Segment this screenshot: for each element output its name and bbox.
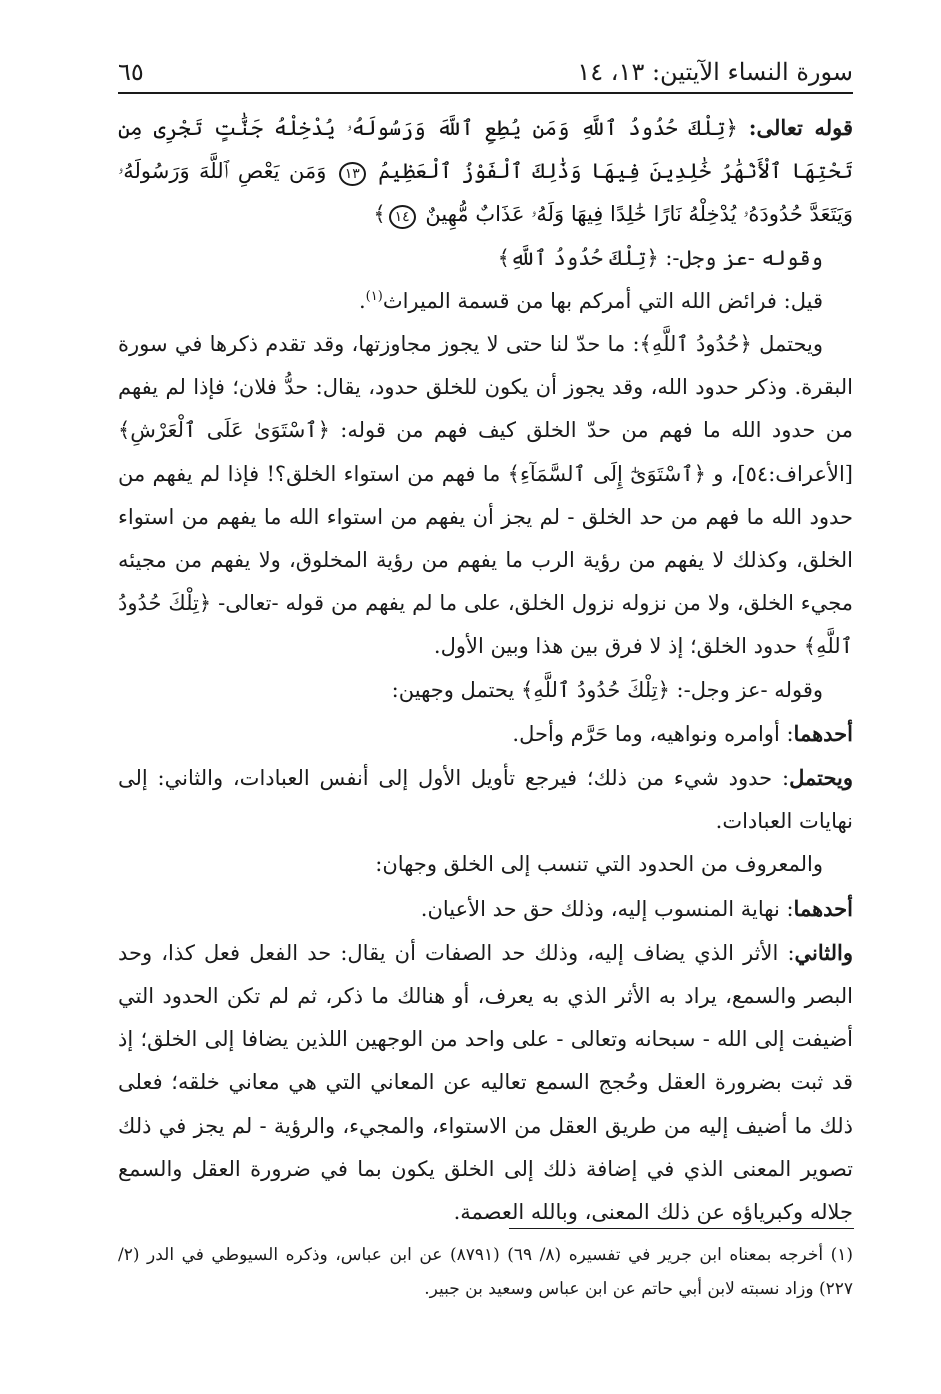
labeled-paragraph: [118, 756, 853, 843]
ayah-number-marker: ١٣: [339, 162, 366, 186]
footnote-text: أخرجه بمعناه ابن جرير في تفسيره (٨/ ٦٩) (٨٧٩١) عن ابن عباس، وذكره السيوطي في الدر (٢/ ٢٢٧) وزاد نسبته لابن أبي حاتم عن ابن عباس وسعيد بن جبير.: [118, 1245, 853, 1299]
quran-text-2: وَمَن يَعْصِ ٱللَّهَ وَرَسُولَهُۥ وَيَتَعَدَّ حُدُودَهُۥ يُدْخِلْهُ نَارًا خَٰلِدًا فِيهَا وَلَهُۥ عَذَابٌ مُّهِينٌ: [118, 159, 853, 227]
paragraph-text: قيل: فرائض الله التي أمركم بها من قسمة الميراث: [382, 288, 823, 313]
footnote-number: (١): [830, 1245, 854, 1265]
labeled-paragraph: [118, 931, 853, 1234]
running-title: سورة النساء الآيتين: ١٣، ١٤: [577, 58, 853, 86]
paragraph: والمعروف من الحدود التي تنسب إلى الخلق وجهان:: [375, 852, 823, 877]
paragraph-label: ويحتمل: [789, 765, 853, 791]
main-text: [118, 106, 853, 1234]
paragraph-text: : الأثر الذي يضاف إليه، وذلك حد الصفات أن يقال: حد الفعل فعل كذا، وحد البصر والسمع، يراد به الأثر الذي به يعرف، أو هنالك ما ذكر، ثم لم تكن الحدود التي أضيفت إلى الله - سبحانه وتعالى - على واحد من الوجهين اللذين يضافا إلى الخلق؛ إذ قد ثبت بضرورة العقل وحُجج السمع تعاليه عن المعاني التي هي معاني خلقه؛ فعلى ذلك ما أضيف إليه من طريق العقل من الاستواء، والمجيء، والرؤية - لم يجز في ذلك تصوير المعنى الذي في إضافة ذلك إلى الخلق يكون بما في ضرورة العقل والسمع جلاله وكبرياؤه عن ذلك المعنى، وبالله العصمة.: [118, 940, 853, 1225]
quran-close-bracket: ﴾: [373, 202, 386, 227]
paragraph: وقوله -عز وجل-: ﴿تِلْكَ حُدُودُ ٱللَّهِ﴾ يحتمل وجهين:: [391, 677, 823, 702]
labeled-paragraph: [118, 887, 853, 931]
footnote-ref: (١): [365, 288, 383, 304]
paragraph-label: أحدهما: [793, 720, 853, 746]
footnotes: [118, 1238, 853, 1306]
footnote-rule: [509, 1228, 854, 1229]
paragraph-end: .: [358, 288, 366, 313]
paragraph-text: : نهاية المنسوب إليه، وذلك حق حد الأعيان.: [420, 896, 794, 921]
page-header: [118, 48, 853, 92]
quran-text: ﴿تِلْكَ حُدُودُ ٱللَّهِ وَمَن يُطِعِ ٱللَّهَ وَرَسُولَهُۥ يُدْخِلْهُ جَنَّٰتٍ تَجْرِى مِن تَحْتِهَا ٱلْأَنْهَٰرُ خَٰلِدِينَ فِيهَا وَذَٰلِكَ ٱلْفَوْزُ ٱلْعَظِيمُ: [118, 116, 853, 184]
paragraph-label: أحدهما: [793, 895, 853, 921]
paragraph-text: : حدود شيء من ذلك؛ فيرجع تأويل الأول إلى أنفس العبادات، والثاني: إلى نهايات العبادات.: [118, 766, 853, 834]
labeled-paragraph: [118, 712, 853, 756]
paragraph-label: والثاني: [794, 939, 853, 965]
verse-paragraph: [118, 106, 853, 237]
paragraph: وقوله -عز وجل-: ﴿تِلْكَ حُدُودُ ٱللَّهِ﴾: [497, 245, 823, 270]
paragraph-with-footnote: [118, 280, 853, 323]
paragraph: ويحتمل ﴿حُدُودُ ٱللَّهِ﴾: ما حدّ لنا حتى لا يجوز مجاوزتها، وقد تقدم ذكرها في سورة البقرة. وذكر حدود الله، وقد يجوز أن يكون للخلق حدود، يقال: حدُّ فلان؛ فإذا لم يفهم من حدود الله ما فهم من حدّ الخلق كيف فهم من قوله: ﴿ٱسْتَوَىٰ عَلَى ٱلْعَرْشِ﴾ [الأعراف:٥٤]، و ﴿ٱسْتَوَىٰٓ إِلَى ٱلسَّمَآءِ﴾ ما فهم من استواء الخلق؟! فإذا لم يفهم من حدود الله ما فهم من حد الخلق - لم يجز أن يفهم من استواء الله ما يفهم من استواء الخلق، وكذلك لا يفهم من رؤية الرب ما يفهم من رؤية المخلوق، ولا يفهم من مجيئه مجيء الخلق، ولا من نزوله نزول الخلق، على ما لم يفهم من قوله -تعالى- ﴿تِلْكَ حُدُودُ ٱللَّهِ﴾ حدود الخلق؛ إذ لا فرق بين هذا وبين الأول.: [118, 332, 853, 659]
page-number: ٦٥: [118, 58, 144, 86]
header-rule: [118, 92, 853, 94]
verse-label: قوله تعالى:: [748, 115, 853, 140]
ayah-number-marker-2: ١٤: [389, 205, 416, 229]
paragraph-text: : أوامره ونواهيه، وما حَرَّم وأحل.: [512, 721, 794, 746]
footnote: [118, 1238, 853, 1306]
